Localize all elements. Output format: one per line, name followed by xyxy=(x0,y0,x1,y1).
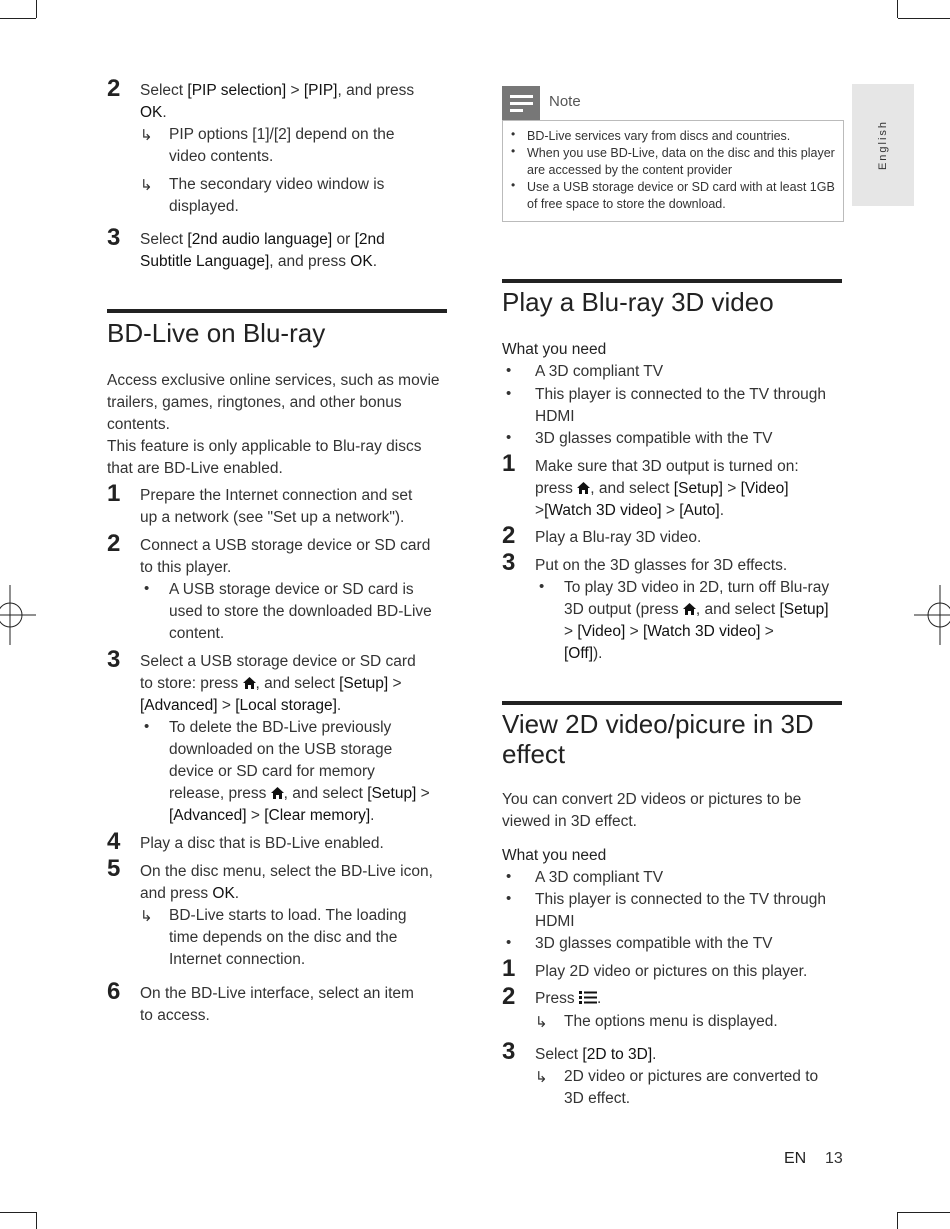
view2d-step-3: Select [2D to 3D]. xyxy=(535,1046,657,1063)
bullet: • xyxy=(144,718,150,735)
bdlive-step-5-result: BD-Live starts to load. The loading time depends on the disc and the Internet connection. xyxy=(169,907,407,968)
play3d-need-item: This player is connected to the TV through HDMI xyxy=(535,386,826,425)
step-number: 6 xyxy=(107,978,121,1005)
crop-mark xyxy=(897,0,898,18)
result-arrow-icon: ↳ xyxy=(535,1069,548,1086)
bdlive-step-3-note: To delete the BD-Live previously downloaded on the USB storage device or SD card for memory release, press , and select [Setup] > [Advanced] > [Clear memory]. xyxy=(169,719,430,824)
pip-step-2: Select [PIP selection] > [PIP], and press OK. xyxy=(140,82,415,121)
view2d-intro: You can convert 2D videos or pictures to be viewed in 3D effect. xyxy=(502,791,802,830)
bullet: • xyxy=(506,385,512,402)
note-item: BD-Live services vary from discs and countries. xyxy=(527,129,791,143)
bullet: • xyxy=(539,578,545,595)
pip-result-2: The secondary video window is displayed. xyxy=(169,176,385,215)
step-number: 1 xyxy=(502,450,516,477)
bdlive-step-2: Connect a USB storage device or SD card to this player. xyxy=(140,537,431,576)
bullet: • xyxy=(506,362,512,379)
step-number: 3 xyxy=(107,224,121,251)
step-number: 2 xyxy=(502,983,516,1010)
view2d-step-2: Press . xyxy=(535,990,602,1007)
bullet: • xyxy=(511,127,516,141)
play3d-need-heading: What you need xyxy=(502,341,607,358)
bdlive-section-title: BD-Live on Blu-ray xyxy=(107,318,326,348)
step-number: 1 xyxy=(107,480,121,507)
home-icon xyxy=(271,787,284,799)
step-number: 1 xyxy=(502,955,516,982)
bullet: • xyxy=(144,580,150,597)
home-icon xyxy=(683,603,696,615)
view2d-need-item: This player is connected to the TV through HDMI xyxy=(535,891,826,930)
bullet: • xyxy=(511,144,516,158)
crop-mark xyxy=(36,0,37,18)
view2d-need-item: A 3D compliant TV xyxy=(535,869,664,886)
crop-mark xyxy=(0,1212,36,1213)
step-number: 2 xyxy=(502,522,516,549)
play3d-step-3: Put on the 3D glasses for 3D effects. xyxy=(535,557,788,574)
language-tab-label: English xyxy=(877,119,889,171)
bullet: • xyxy=(511,178,516,192)
step-number: 3 xyxy=(107,646,121,673)
section-rule xyxy=(502,701,842,705)
play3d-section-title: Play a Blu-ray 3D video xyxy=(502,287,774,317)
pip-step-3: Select [2nd audio language] or [2nd Subtitle Language], and press OK. xyxy=(140,231,385,270)
footer-language: EN xyxy=(784,1150,807,1167)
step-number: 3 xyxy=(502,1038,516,1065)
note-title: Note xyxy=(549,93,581,110)
bdlive-step-3: Select a USB storage device or SD card to store: press , and select [Setup] > [Advanced] > [Local storage]. xyxy=(140,653,416,714)
section-rule xyxy=(502,279,842,283)
options-menu-icon xyxy=(579,991,597,1004)
bdlive-step-4: Play a disc that is BD-Live enabled. xyxy=(140,835,384,852)
bullet: • xyxy=(506,934,512,951)
play3d-need-item: A 3D compliant TV xyxy=(535,363,664,380)
note-item: Use a USB storage device or SD card with at least 1GB of free space to store the download. xyxy=(527,180,835,211)
crop-mark xyxy=(898,18,950,19)
bdlive-step-1: Prepare the Internet connection and set up a network (see "Set up a network"). xyxy=(140,487,413,526)
result-arrow-icon: ↳ xyxy=(140,177,153,194)
note-icon xyxy=(502,86,540,120)
home-icon xyxy=(243,677,256,689)
play3d-step-3-note: To play 3D video in 2D, turn off Blu-ray 3D output (press , and select [Setup] > [Video] > [Watch 3D video] > [Off]). xyxy=(564,579,830,662)
crop-mark xyxy=(0,18,36,19)
play3d-need-item: 3D glasses compatible with the TV xyxy=(535,430,773,447)
view2d-need-heading: What you need xyxy=(502,847,607,864)
registration-mark-right xyxy=(914,585,950,645)
play3d-step-2: Play a Blu-ray 3D video. xyxy=(535,529,702,546)
view2d-section-title: View 2D video/picure in 3D effect xyxy=(502,709,814,769)
result-arrow-icon: ↳ xyxy=(140,908,153,925)
view2d-step-1: Play 2D video or pictures on this player. xyxy=(535,963,808,980)
step-number: 2 xyxy=(107,530,121,557)
step-number: 3 xyxy=(502,549,516,576)
bdlive-step-5: On the disc menu, select the BD-Live icon, and press OK. xyxy=(140,863,433,902)
bullet: • xyxy=(506,868,512,885)
page-number: 13 xyxy=(825,1150,843,1167)
crop-mark xyxy=(897,1212,898,1229)
step-number: 5 xyxy=(107,855,121,882)
play3d-step-1: Make sure that 3D output is turned on: press , and select [Setup] > [Video] >[Watch 3D video] > [Auto]. xyxy=(535,458,799,519)
step-number: 4 xyxy=(107,828,121,855)
bdlive-step-2-note: A USB storage device or SD card is used to store the downloaded BD-Live content. xyxy=(169,581,432,642)
registration-mark-left xyxy=(0,585,36,645)
result-arrow-icon: ↳ xyxy=(140,127,153,144)
view2d-step-2-result: The options menu is displayed. xyxy=(564,1013,778,1030)
bullet: • xyxy=(506,890,512,907)
home-icon xyxy=(577,482,590,494)
view2d-step-3-result: 2D video or pictures are converted to 3D effect. xyxy=(564,1068,819,1107)
bdlive-intro: Access exclusive online services, such as movie trailers, games, ringtones, and other bonus contents. This feature is only applicable to Blu-ray discs that are BD-Live enabled. xyxy=(107,372,440,477)
note-item: When you use BD-Live, data on the disc and this player are accessed by the content provider xyxy=(527,146,835,177)
bullet: • xyxy=(506,429,512,446)
pip-result-1: PIP options [1]/[2] depend on the video contents. xyxy=(169,126,395,165)
section-rule xyxy=(107,309,447,313)
language-tab xyxy=(852,84,914,206)
view2d-need-item: 3D glasses compatible with the TV xyxy=(535,935,773,952)
crop-mark xyxy=(898,1212,950,1213)
result-arrow-icon: ↳ xyxy=(535,1014,548,1031)
step-number: 2 xyxy=(107,75,121,102)
crop-mark xyxy=(36,1212,37,1229)
bdlive-step-6: On the BD-Live interface, select an item to access. xyxy=(140,985,414,1024)
